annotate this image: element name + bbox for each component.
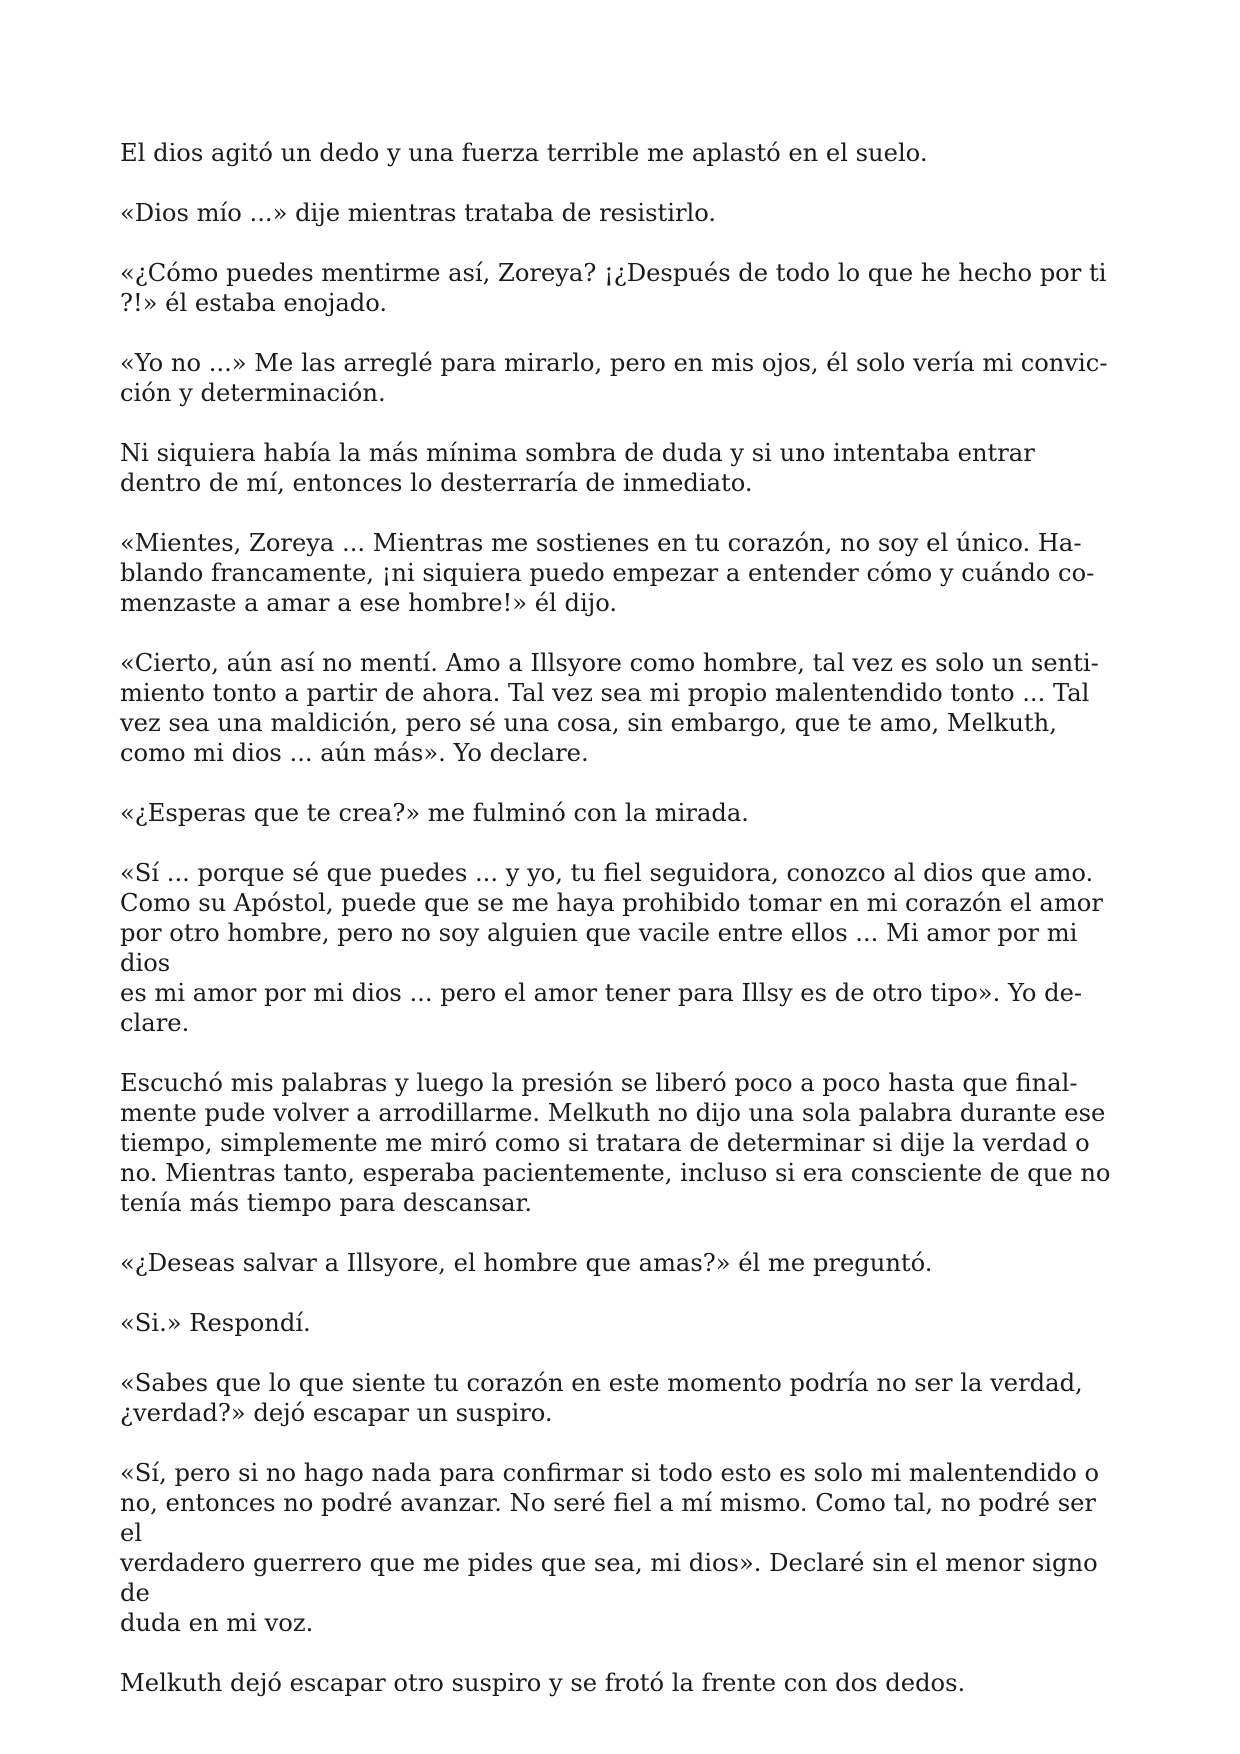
- paragraph: Melkuth dejó escapar otro suspiro y se frotó la frente con dos dedos.: [120, 1669, 966, 1697]
- paragraph: «¿Cómo puedes mentirme así, Zoreya? ¡¿Después de todo lo que he hecho por ti ?!» él estaba enojado.: [120, 259, 1107, 317]
- paragraph: «Si.» Respondí.: [120, 1309, 311, 1337]
- paragraph: «¿Esperas que te crea?» me fulminó con la mirada.: [120, 799, 749, 827]
- paragraph: «Cierto, aún así no mentí. Amo a Illsyore como hombre, tal vez es solo un senti- miento tonto a partir de ahora. Tal vez sea mi propio malentendido tonto ... Tal vez sea una maldición, pero sé una cosa, sin embargo, que te amo, Melkuth, como mi dios ... aún más». Yo declare.: [120, 649, 1099, 767]
- paragraph: «Dios mío ...» dije mientras trataba de resistirlo.: [120, 199, 717, 227]
- paragraph: El dios agitó un dedo y una fuerza terrible me aplastó en el suelo.: [120, 139, 928, 167]
- paragraph: Escuchó mis palabras y luego la presión se liberó poco a poco hasta que final- mente pude volver a arrodillarme. Melkuth no dijo una sola palabra durante ese tiempo, simplemente me miró como si tratara de determinar si dije la verdad o no. Mientras tanto, esperaba pacientemente, incluso si era consciente de que no tenía más tiempo para descansar.: [120, 1069, 1111, 1217]
- paragraph: Ni siquiera había la más mínima sombra de duda y si uno intentaba entrar dentro de mí, entonces lo desterraría de inmediato.: [120, 439, 1035, 497]
- paragraph: «Yo no ...» Me las arreglé para mirarlo, pero en mis ojos, él solo vería mi convic- ción y determinación.: [120, 349, 1108, 407]
- document-page: [120, 138, 1125, 1728]
- paragraph: «¿Deseas salvar a Illsyore, el hombre que amas?» él me preguntó.: [120, 1249, 933, 1277]
- paragraph: «Sí, pero si no hago nada para confirmar si todo esto es solo mi malentendido o no, entonces no podré avanzar. No seré fiel a mí mismo. Como tal, no podré ser el verdadero guerrero que me pides que sea, mi dios». Declaré sin el menor signo de duda en mi voz.: [120, 1459, 1100, 1637]
- paragraph: «Sí ... porque sé que puedes ... y yo, tu fiel seguidora, conozco al dios que amo. Como su Apóstol, puede que se me haya prohibido tomar en mi corazón el amor por otro hombre, pero no soy alguien que vacile entre ellos ... Mi amor por mi dios es mi amor por mi dios ... pero el amor tener para Illsy es de otro tipo». Yo de- clare.: [120, 859, 1103, 1037]
- paragraph: «Mientes, Zoreya ... Mientras me sostienes en tu corazón, no soy el único. Ha- blando francamente, ¡ni siquiera puedo empezar a entender cómo y cuándo co- menzaste a amar a ese hombre!» él dijo.: [120, 529, 1095, 617]
- paragraph: «Sabes que lo que siente tu corazón en este momento podría no ser la verdad, ¿verdad?» dejó escapar un suspiro.: [120, 1369, 1083, 1427]
